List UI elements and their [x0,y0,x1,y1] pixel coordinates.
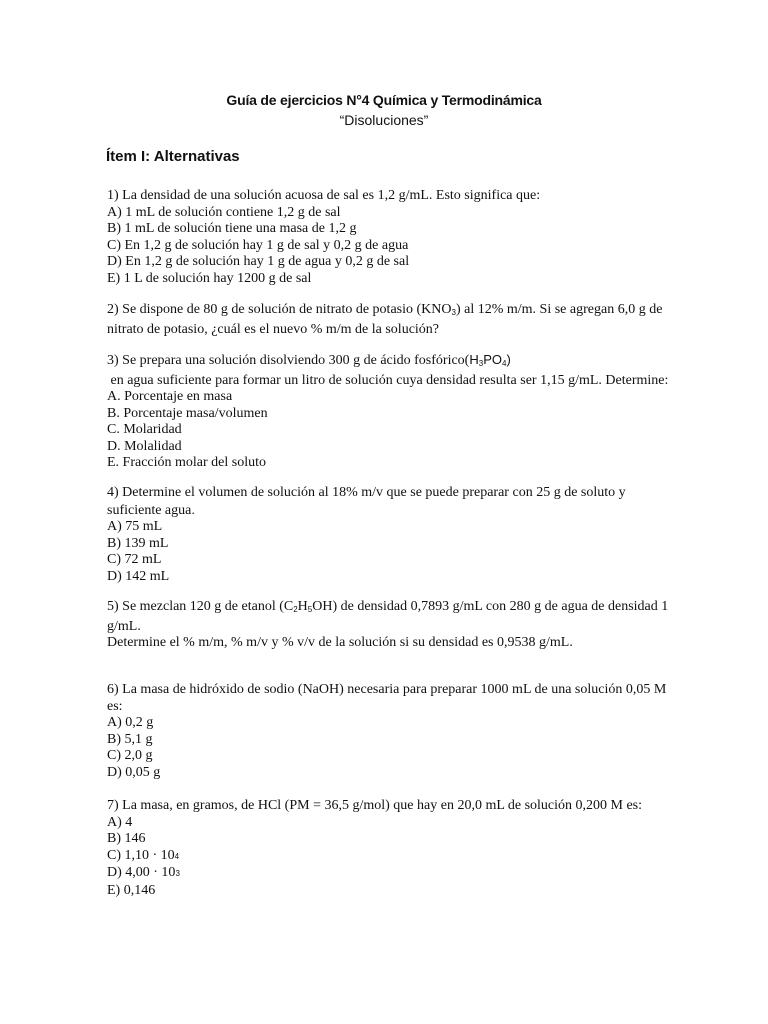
question-3-option-c: C. Molaridad [107,422,182,437]
question-3-option-a: A. Porcentaje en masa [107,389,233,404]
question-7-option-c-base: C) 1,10 · 10 [107,847,175,863]
question-7-option-d-exponent: 3 [175,869,180,878]
question-4-line-2 [107,502,667,520]
question-3-formula-h: H [469,352,479,367]
question-3-formula-close: ) [506,352,511,367]
question-5 [107,599,667,652]
question-6-line-1: 6) La masa de hidróxido de sodio (NaOH) necesaria para preparar 1000 mL de una solución 0,05 M [107,682,667,697]
document-title: Guía de ejercicios N°4 Química y Termodinámica [226,92,542,108]
question-6-option-a: A) 0,2 g [107,715,154,730]
question-4 [107,485,667,585]
question-2-line-1 [107,302,667,322]
question-3-option-e: E. Fracción molar del soluto [107,455,267,470]
question-6-option-c: C) 2,0 g [107,748,153,763]
question-6 [107,682,667,781]
question-1-option-a: A) 1 mL de solución contiene 1,2 g de sal [107,204,341,220]
question-3-formula-sub-2: 4 [502,359,507,368]
document-subtitle: “Disoluciones” [339,112,429,128]
question-5-subscript-2: 5 [307,605,313,614]
question-6-option-b: B) 5,1 g [107,731,153,747]
question-2-subscript: 3 [451,308,456,317]
question-3-line-2: en agua suficiente para formar un litro de solución cuya densidad resulta ser 1,15 g/mL. Determine: [107,372,669,388]
question-7 [107,798,667,899]
question-7-option-d-base: D) 4,00 · 10 [107,865,176,880]
question-3-option-d: D. Molalidad [107,438,182,454]
question-5-line-2: g/mL. [107,618,141,634]
question-1 [107,188,667,287]
question-7-option-c-exponent: 4 [174,851,180,861]
question-7-option-b: B) 146 [107,831,146,846]
question-5-subscript-1: 2 [293,605,298,614]
question-7-option-d [107,865,667,883]
question-1-option-c: C) En 1,2 g de solución hay 1 g de sal y 0,2 g de agua [107,237,409,253]
question-7-option-c [107,848,667,866]
section-heading: Ítem I: Alternativas [106,148,240,165]
question-3-text-a: 3) Se prepara una solución disolviendo 300 g de ácido fosfórico( [107,353,470,368]
question-5-text-h: H [297,599,308,614]
question-4-option-d: D) 142 mL [107,568,170,584]
question-5-text-a: 5) Se mezclan 120 g de etanol (C [107,599,294,614]
question-7-stem: 7) La masa, en gramos, de HCl (PM = 36,5 g/mol) que hay en 20,0 mL de solución 0,200 M es: [107,798,643,813]
question-4-line-1: 4) Determine el volumen de solución al 18% m/v que se puede preparar con 25 g de soluto y [107,485,626,500]
question-6-option-d: D) 0,05 g [107,764,161,780]
question-1-stem: 1) La densidad de una solución acuosa de sal es 1,2 g/mL. Esto significa que: [107,188,541,203]
question-6-line-2: es: [107,698,123,714]
question-4-option-c: C) 72 mL [107,552,162,567]
question-1-option-d: D) En 1,2 g de solución hay 1 g de agua y 0,2 g de sal [107,254,410,269]
question-4-option-a: A) 75 mL [107,519,163,534]
question-3-formula-po: PO [483,352,502,367]
question-3-option-b: B. Porcentaje masa/volumen [107,405,268,421]
question-4-text-a: suficiente agua [107,502,192,518]
question-2 [107,302,667,338]
question-1-option-b: B) 1 mL de solución tiene una masa de 1,2 g [107,221,357,236]
question-5-line-3: Determine el % m/m, % m/v y % v/v de la solución si su densidad es 0,9538 g/mL. [107,635,573,650]
question-7-option-e: E) 0,146 [107,882,156,898]
question-7-option-a: A) 4 [107,814,133,830]
question-3-formula-sub-1: 3 [478,359,484,368]
question-3-line-1 [107,352,667,373]
question-4-period: . [191,501,195,517]
question-2-line-2: nitrato de potasio, ¿cuál es el nuevo % m/m de la solución? [107,321,440,337]
question-2-text-a: 2) Se dispone de 80 g de solución de nitrato de potasio (KNO [107,302,452,317]
question-5-line-1 [107,599,667,619]
question-1-option-e: E) 1 L de solución hay 1200 g de sal [107,270,312,286]
question-3 [107,352,667,472]
question-4-option-b: B) 139 mL [107,535,169,551]
question-5-text-b: OH) de densidad 0,7893 g/mL con 280 g de agua de densidad 1 [312,599,669,614]
question-2-text-b: ) al 12% m/m. Si se agregan 6,0 g de [455,302,663,317]
